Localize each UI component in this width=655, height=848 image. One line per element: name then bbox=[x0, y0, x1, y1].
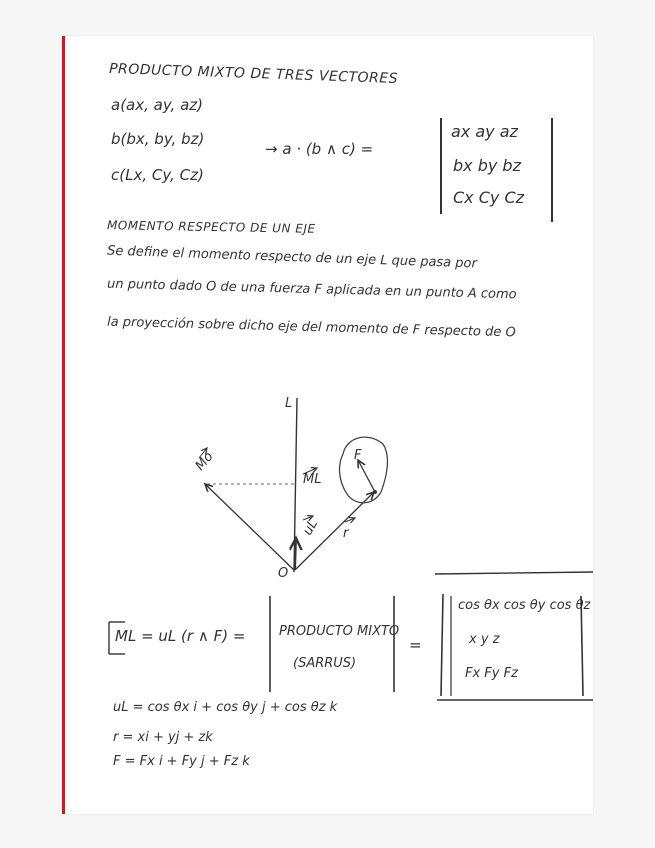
matrix-row-cos: cos θx cos θy cos θz bbox=[458, 598, 591, 613]
determinant-row-2: bx by bz bbox=[453, 156, 521, 175]
origin-label: O bbox=[278, 566, 289, 581]
matrix-row-xyz: x y z bbox=[469, 632, 500, 647]
equation-ul: uL = cos θx i + cos θy j + cos θz k bbox=[113, 700, 338, 715]
ml-label: ML bbox=[303, 472, 322, 487]
f-label: F bbox=[354, 448, 362, 463]
triple-product-formula: → a · (b ∧ c) = bbox=[265, 140, 374, 158]
matrix-row-force: Fx Fy Fz bbox=[465, 666, 518, 681]
equation-r: r = xi + yj + zk bbox=[113, 730, 213, 745]
section-title-momento-eje: MOMENTO RESPECTO DE UN EJE bbox=[106, 218, 316, 236]
determinant-row-1: ax ay az bbox=[451, 122, 518, 141]
ml-formula: ML = uL (r ∧ F) = bbox=[115, 627, 246, 645]
moment-diagram bbox=[65, 36, 593, 814]
axis-l-label: L bbox=[285, 396, 293, 411]
vector-b: b(bx, by, bz) bbox=[111, 130, 205, 148]
definition-line-2: un punto dado O de una fuerza F aplicada en un punto A como bbox=[106, 276, 517, 303]
mo-label: Mo bbox=[192, 449, 217, 474]
r-label: r bbox=[343, 526, 349, 541]
section-title-producto-mixto: PRODUCTO MIXTO DE TRES VECTORES bbox=[108, 60, 399, 88]
equation-f: F = Fx i + Fy j + Fz k bbox=[113, 754, 250, 769]
ul-label: uL bbox=[300, 517, 322, 538]
determinant-row-3: Cx Cy Cz bbox=[453, 188, 525, 207]
equals-sign: = bbox=[409, 636, 422, 654]
ul-vector bbox=[295, 538, 296, 570]
mo-vector bbox=[205, 484, 294, 570]
definition-line-1: Se define el momento respecto de un eje L que pasa por bbox=[106, 243, 478, 272]
producto-mixto-box-line-1: PRODUCTO MIXTO bbox=[279, 624, 400, 639]
vector-c: c(Lx, Cy, Cz) bbox=[111, 166, 204, 184]
definition-line-3: la proyección sobre dicho eje del momento de F respecto de O bbox=[106, 314, 516, 341]
notebook-page bbox=[62, 36, 593, 814]
f-vector bbox=[358, 460, 375, 492]
vector-a: a(ax, ay, az) bbox=[111, 96, 204, 114]
producto-mixto-box-line-2: (SARRUS) bbox=[293, 656, 357, 671]
